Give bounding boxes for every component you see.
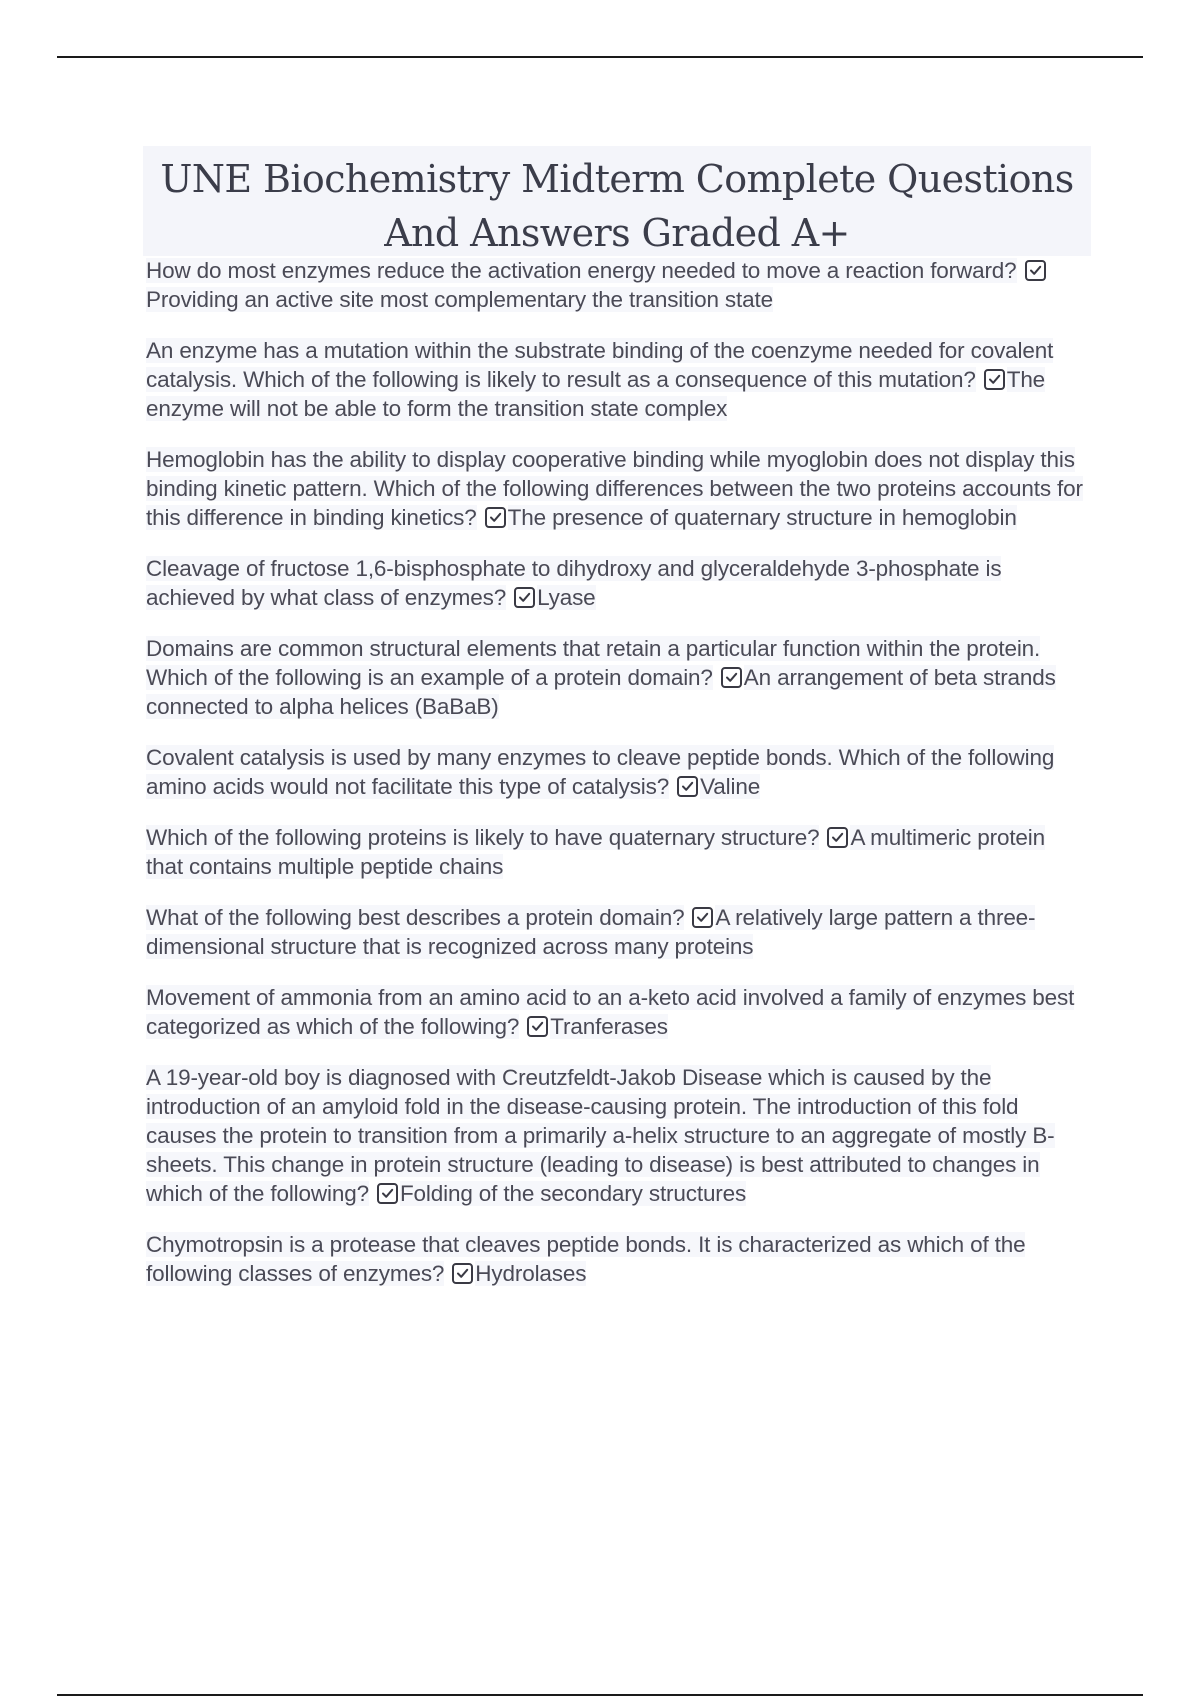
qa-item [146,983,1086,1041]
checkbox-checked-icon [984,369,1005,390]
qa-item [146,1230,1086,1288]
question-text: A 19-year-old boy is diagnosed with Creutzfeldt-Jakob Disease which is caused by the introduction of an amyloid fold in the disease-causing protein. The introduction of this fold causes the protein to transition from a primarily a-helix structure to an aggregate of mostly B-sheets. This change in protein structure (leading to disease) is best attributed to changes in which of the following? [146,1065,1055,1206]
question-text: Domains are common structural elements that retain a particular function within the protein. Which of the following is an example of a protein domain? [146,636,1041,690]
qa-item [146,634,1086,721]
answer-text: An arrangement of beta strands connected to alpha helices (BaBaB) [146,665,1056,719]
answer-text: A relatively large pattern a three-dimensional structure that is recognized across many proteins [146,905,1036,959]
checkbox-checked-icon [485,507,506,528]
question-text: Movement of ammonia from an amino acid to an a-keto acid involved a family of enzymes best categorized as which of the following? [146,985,1075,1039]
question-text: What of the following best describes a protein domain? [146,905,685,930]
question-text: Chymotropsin is a protease that cleaves peptide bonds. It is characterized as which of the following classes of enzymes? [146,1232,1026,1286]
checkbox-checked-icon [1025,260,1046,281]
answer-text: Valine [700,774,761,799]
checkbox-checked-icon [452,1263,473,1284]
answer-text: Lyase [537,585,596,610]
header-rule [57,56,1143,58]
checkbox-checked-icon [827,827,848,848]
answer-text: Providing an active site most complementary the transition state [146,287,773,312]
qa-list [146,256,1086,1310]
question-text: Which of the following proteins is likely to have quaternary structure? [146,825,820,850]
document-title: UNE Biochemistry Midterm Complete Questions And Answers Graded A+ [160,157,1074,255]
qa-item [146,256,1086,314]
answer-text: A multimeric protein that contains multiple peptide chains [146,825,1046,879]
question-text: Hemoglobin has the ability to display cooperative binding while myoglobin does not display this binding kinetic pattern. Which of the following differences between the two proteins accounts for this difference in binding kinetics? [146,447,1083,530]
question-text: How do most enzymes reduce the activation energy needed to move a reaction forward? [146,258,1017,283]
checkbox-checked-icon [527,1016,548,1037]
answer-text: Hydrolases [475,1261,587,1286]
qa-item [146,823,1086,881]
checkbox-checked-icon [677,776,698,797]
qa-item [146,336,1086,423]
answer-text: The presence of quaternary structure in hemoglobin [507,505,1017,530]
checkbox-checked-icon [721,667,742,688]
checkbox-checked-icon [692,907,713,928]
checkbox-checked-icon [377,1183,398,1204]
answer-text: Tranferases [550,1014,668,1039]
checkbox-checked-icon [514,587,535,608]
qa-item [146,445,1086,532]
question-text: Cleavage of fructose 1,6-bisphosphate to dihydroxy and glyceraldehyde 3-phosphate is achieved by what class of enzymes? [146,556,1002,610]
answer-text: Folding of the secondary structures [399,1181,747,1206]
answer-text: The enzyme will not be able to form the transition state complex [146,367,1046,421]
question-text: An enzyme has a mutation within the substrate binding of the coenzyme needed for covalent catalysis. Which of the following is likely to result as a consequence of this mutation? [146,338,1054,392]
title-block [143,146,1091,256]
question-text: Covalent catalysis is used by many enzymes to cleave peptide bonds. Which of the following amino acids would not facilitate this type of catalysis? [146,745,1055,799]
qa-item [146,1063,1086,1208]
qa-item [146,554,1086,612]
footer-rule [57,1694,1143,1696]
qa-item [146,743,1086,801]
qa-item [146,903,1086,961]
